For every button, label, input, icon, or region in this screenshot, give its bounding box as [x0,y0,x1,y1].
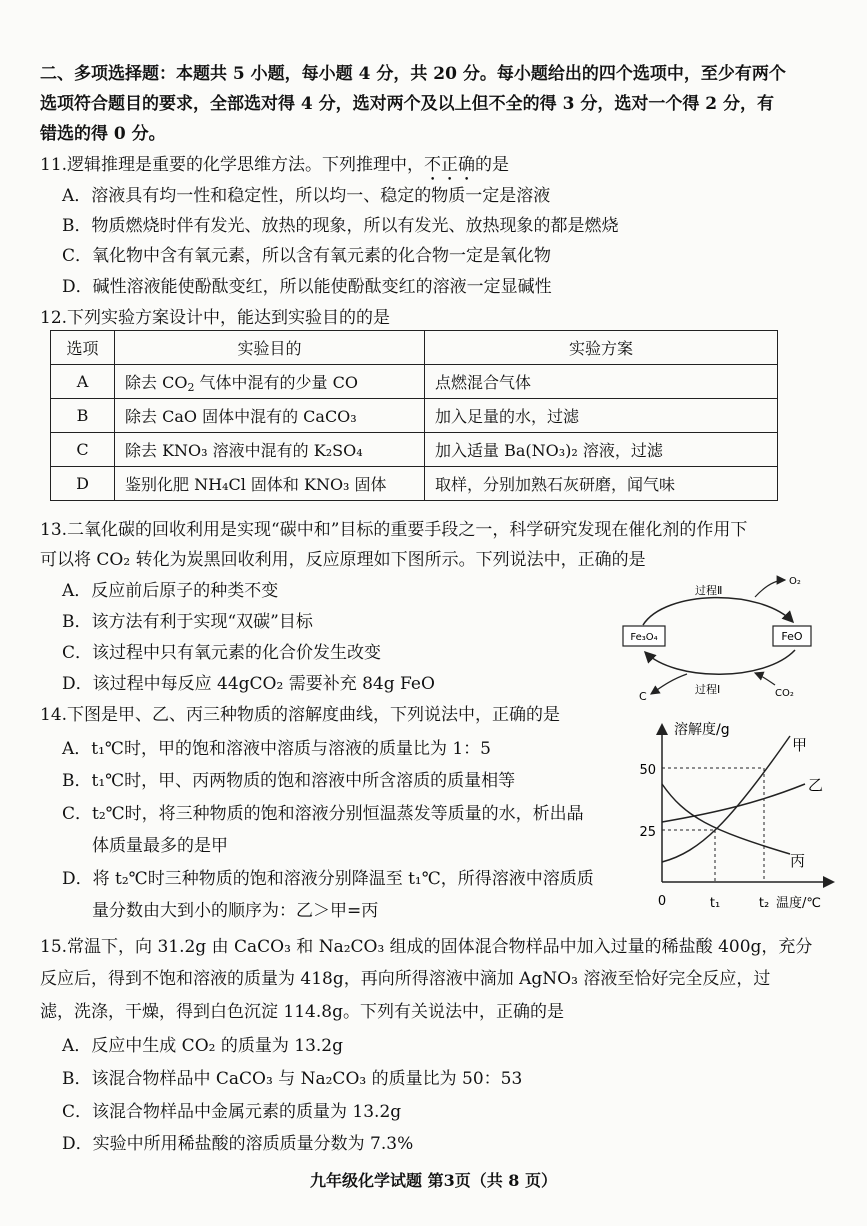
goal-subscript: 2 [187,381,195,394]
x-tick-t2: t₂ [758,896,770,911]
curve-jia [662,736,790,862]
question-14-option-c-line2: 体质量最多的是甲 [92,836,228,856]
table-cell-option: D [51,467,115,501]
series-label-yi: 乙 [808,776,824,794]
table-cell-plan: 加入适量 Ba(NO₃)₂ 溶液，过滤 [425,433,778,467]
question-15-option-c: C．该混合物样品中金属元素的质量为 13.2g [62,1102,402,1122]
reaction-cycle-diagram [615,570,830,705]
process-1-label: 过程Ⅰ [695,683,721,696]
table-cell-option: C [51,433,115,467]
feo-label: FeO [781,630,803,643]
question-15-stem-line3: 滤，洗涤，干燥，得到白色沉淀 114.8g。下列有关说法中，正确的是 [40,1002,564,1022]
question-11-stem-end: 的是 [475,155,510,175]
question-14-stem: 14.下图是甲、乙、丙三种物质的溶解度曲线，下列说法中，正确的是 [40,705,561,725]
table-cell-plan: 加入足量的水，过滤 [425,399,778,433]
question-11-stem [40,153,509,185]
question-11-option-a: A．溶液具有均一性和稳定性，所以均一、稳定的物质一定是溶液 [62,186,551,206]
table-cell-plan: 取样，分别加熟石灰研磨，闻气味 [425,467,778,501]
series-label-bing: 丙 [790,852,806,870]
table-cell-goal: 除去 CaO 固体中混有的 CaCO₃ [115,399,425,433]
question-13-option-b: B．该方法有利于实现“双碳”目标 [62,612,313,632]
table-row [51,399,778,433]
section-instructions-line1: 二、多项选择题：本题共 5 小题，每小题 4 分，共 20 分。每小题给出的四个选项中，至少有两个 [40,64,786,84]
table-header-row [51,331,778,365]
x-axis-label: 温度/℃ [776,896,821,911]
table-row [51,433,778,467]
question-13-stem-line1: 13.二氧化碳的回收利用是实现“碳中和”目标的重要手段之一，科学研究发现在催化剂的作用下 [40,520,748,540]
question-11-option-d: D．碱性溶液能使酚酞变红，所以能使酚酞变红的溶液一定显碱性 [62,277,552,297]
question-14-option-c-line1: C．t₂℃时，将三种物质的饱和溶液分别恒温蒸发等质量的水，析出晶 [62,804,584,824]
process-2-arrow [643,598,793,625]
table-header-option: 选项 [51,331,115,365]
question-14-option-d-line2: 量分数由大到小的顺序为：乙＞甲=丙 [92,901,379,921]
table-header-plan: 实验方案 [425,331,778,365]
table-cell-goal: 除去 KNO₃ 溶液中混有的 K₂SO₄ [115,433,425,467]
section-instructions-line3: 错选的得 0 分。 [40,124,166,144]
table-cell-option: A [51,365,115,399]
co2-in-arrow [755,673,775,685]
co2-label: CO₂ [775,688,794,699]
question-11-option-c: C．氧化物中含有氧元素，所以含有氧元素的化合物一定是氧化物 [62,246,552,266]
question-15-stem-line1: 15.常温下，向 31.2g 由 CaCO₃ 和 Na₂CO₃ 组成的固体混合物样品中加入过量的稀盐酸 400g，充分 [40,937,813,957]
y-tick-25: 25 [639,825,656,840]
question-13-option-c: C．该过程中只有氧元素的化合价发生改变 [62,643,382,663]
question-15-option-d: D．实验中所用稀盐酸的溶质质量分数为 7.3% [62,1134,414,1154]
question-13-option-d: D．该过程中每反应 44gCO₂ 需要补充 84g FeO [62,674,435,694]
process-2-label: 过程Ⅱ [695,584,723,597]
x-tick-t1: t₁ [709,896,721,911]
question-14-option-a: A．t₁℃时，甲的饱和溶液中溶质与溶液的质量比为 1：5 [62,739,491,759]
table-cell-option: B [51,399,115,433]
question-12-stem: 12.下列实验方案设计中，能达到实验目的的是 [40,308,391,328]
table-cell-plan: 点燃混合气体 [425,365,778,399]
page-footer: 九年级化学试题 第3页（共 8 页） [310,1171,557,1190]
oxygen-label: O₂ [789,576,801,587]
carbon-out-arrow [651,674,687,694]
question-13-stem-line2: 可以将 CO₂ 转化为炭黑回收利用，反应原理如下图所示。下列说法中，正确的是 [40,550,646,570]
goal-text-end: 气体中混有的少量 CO [194,373,358,392]
origin-label: 0 [657,894,667,909]
fe3o4-label: Fe₃O₄ [630,632,658,643]
question-11-option-b: B．物质燃烧时伴有发光、放热的现象，所以有发光、放热现象的都是燃烧 [62,216,619,236]
carbon-label: C [639,690,647,703]
question-15-stem-line2: 反应后，得到不饱和溶液的质量为 418g，再向所得溶液中滴加 AgNO₃ 溶液至恰好完全反应，过 [40,969,771,989]
table-cell-goal [115,365,425,399]
table-header-goal: 实验目的 [115,331,425,365]
curve-yi [662,784,805,822]
question-11-stem-text: 11.逻辑推理是重要的化学思维方法。下列推理中， [40,155,425,175]
question-15-option-b: B．该混合物样品中 CaCO₃ 与 Na₂CO₃ 的质量比为 50：53 [62,1069,523,1089]
table-row [51,365,778,399]
goal-text: 除去 CO [125,373,188,392]
process-1-arrow [645,650,795,674]
section-instructions-line2: 选项符合题目的要求，全部选对得 4 分，选对两个及以上但不全的得 3 分，选对一个得 2 分，有 [40,94,774,114]
question-15-option-a: A．反应中生成 CO₂ 的质量为 13.2g [62,1036,343,1056]
table-row [51,467,778,501]
y-axis-label: 溶解度/g [674,722,730,738]
question-11-emphasis: 不正确 [424,155,476,175]
y-tick-50: 50 [639,763,656,778]
series-label-jia: 甲 [792,736,808,754]
question-14-option-d-line1: D．将 t₂℃时三种物质的饱和溶液分别降温至 t₁℃，所得溶液中溶质质 [62,869,594,889]
question-14-option-b: B．t₁℃时，甲、丙两物质的饱和溶液中所含溶质的质量相等 [62,771,516,791]
table-cell-goal: 鉴别化肥 NH₄Cl 固体和 KNO₃ 固体 [115,467,425,501]
experiment-table [50,330,778,501]
question-13-option-a: A．反应前后原子的种类不变 [62,581,279,601]
solubility-curve-graph [630,712,840,922]
oxygen-out-arrow [755,580,785,597]
